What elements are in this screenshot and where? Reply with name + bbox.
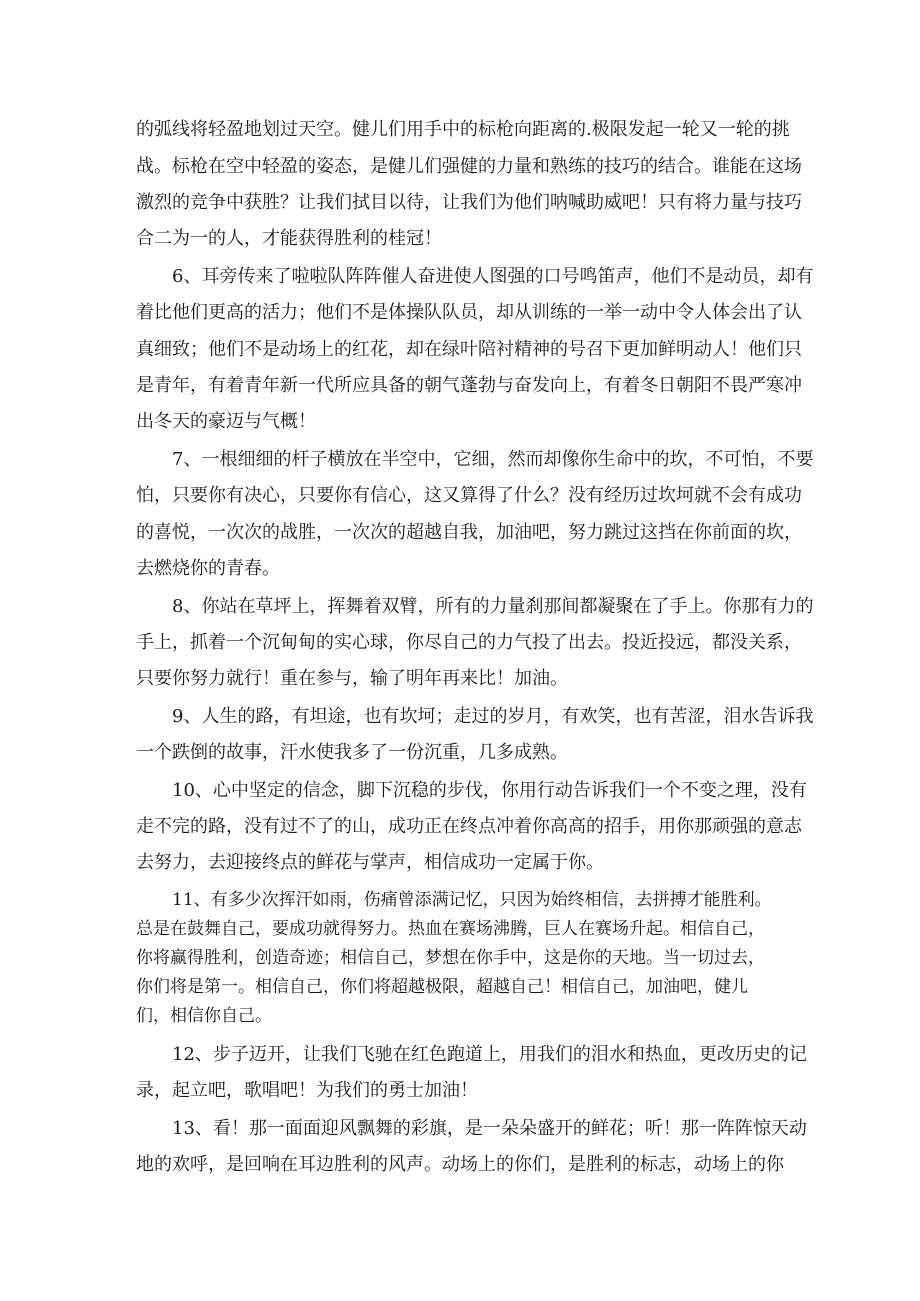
text-line: 一个跌倒的故事，汗水使我多了一份沉重，几多成熟。	[136, 742, 568, 763]
text-line: 你们将是第一。相信自己，你们将超越极限，超越自己！相信自己，加油吧，健儿	[136, 977, 748, 997]
text-line: 6、耳旁传来了啦啦队阵阵催人奋进使人图强的口号鸣笛声，他们不是动员，却有	[172, 266, 814, 287]
text-line: 地的欢呼，是回响在耳边胜利的风声。动场上的你们，是胜利的标志，动场上的你	[136, 1154, 784, 1175]
text-line: 7、一根细细的杆子横放在半空中，它细，然而却像你生命中的坎，不可怕，不要	[172, 449, 814, 470]
text-line: 手上，抓着一个沉甸甸的实心球，你尽自己的力气投了出去。投近投远，都没关系，	[136, 632, 802, 653]
text-line: 13、看！那一面面迎风飘舞的彩旗，是一朵朵盛开的鲜花；听！那一阵阵惊天动	[172, 1118, 807, 1139]
text-line: 走不完的路，没有过不了的山，成功正在终点冲着你高高的招手，用你那顽强的意志	[136, 816, 802, 837]
text-line: 11、有多少次挥汗如雨，伤痛曾添满记忆，只因为始终相信，去拼搏才能胜利。	[172, 890, 772, 910]
text-line: 去努力，去迎接终点的鲜花与掌声，相信成功一定属于你。	[136, 852, 604, 873]
text-line: 去燃烧你的青春。	[136, 558, 280, 579]
text-line: 怕，只要你有决心，只要你有信心，这又算得了什么？没有经历过坎坷就不会有成功	[136, 485, 802, 506]
text-line: 只要你努力就行！重在参与，输了明年再来比！加油。	[136, 668, 568, 689]
text-line: 的喜悦，一次次的战胜，一次次的超越自我，加油吧，努力跳过这挡在你前面的坎，	[136, 522, 802, 543]
text-line: 是青年，有着青年新一代所应具备的朝气蓬勃与奋发向上，有着冬日朝阳不畏严寒冲	[136, 375, 802, 396]
text-line: 激烈的竞争中获胜？让我们拭目以待，让我们为他们呐喊助威吧！只有将力量与技巧	[136, 192, 802, 213]
text-line: 录，起立吧，歌唱吧！为我们的勇士加油！	[136, 1080, 478, 1101]
text-line: 战。标枪在空中轻盈的姿态，是健儿们强健的力量和熟练的技巧的结合。谁能在这场	[136, 156, 802, 177]
text-line: 的弧线将轻盈地划过天空。健儿们用手中的标枪向距离的.极限发起一轮又一轮的挑	[136, 119, 790, 140]
text-line: 总是在鼓舞自己，要成功就得努力。热血在赛场沸腾，巨人在赛场升起。相信自己，	[136, 919, 765, 939]
text-line: 合二为一的人，才能获得胜利的桂冠！	[136, 228, 442, 249]
text-line: 8、你站在草坪上，挥舞着双臂，所有的力量刹那间都凝聚在了手上。你那有力的	[172, 596, 814, 617]
text-line: 真细致；他们不是动场上的红花，却在绿叶陪衬精神的号召下更加鲜明动人！他们只	[136, 339, 802, 360]
text-line: 9、人生的路，有坦途，也有坎坷；走过的岁月，有欢笑，也有苦涩，泪水告诉我	[172, 706, 814, 727]
text-line: 12、步子迈开，让我们飞驰在红色跑道上，用我们的泪水和热血，更改历史的记	[172, 1044, 807, 1065]
text-line: 们，相信你自己。	[136, 1006, 272, 1026]
text-line: 着比他们更高的活力；他们不是体操队队员，却从训练的一举一动中令人体会出了认	[136, 302, 802, 323]
text-line: 10、心中坚定的信念，脚下沉稳的步伐，你用行动告诉我们一个不变之理，没有	[172, 780, 807, 801]
text-line: 出冬天的豪迈与气概！	[136, 411, 316, 432]
text-line: 你将赢得胜利，创造奇迹；相信自己，梦想在你手中，这是你的天地。当一切过去，	[136, 948, 765, 968]
